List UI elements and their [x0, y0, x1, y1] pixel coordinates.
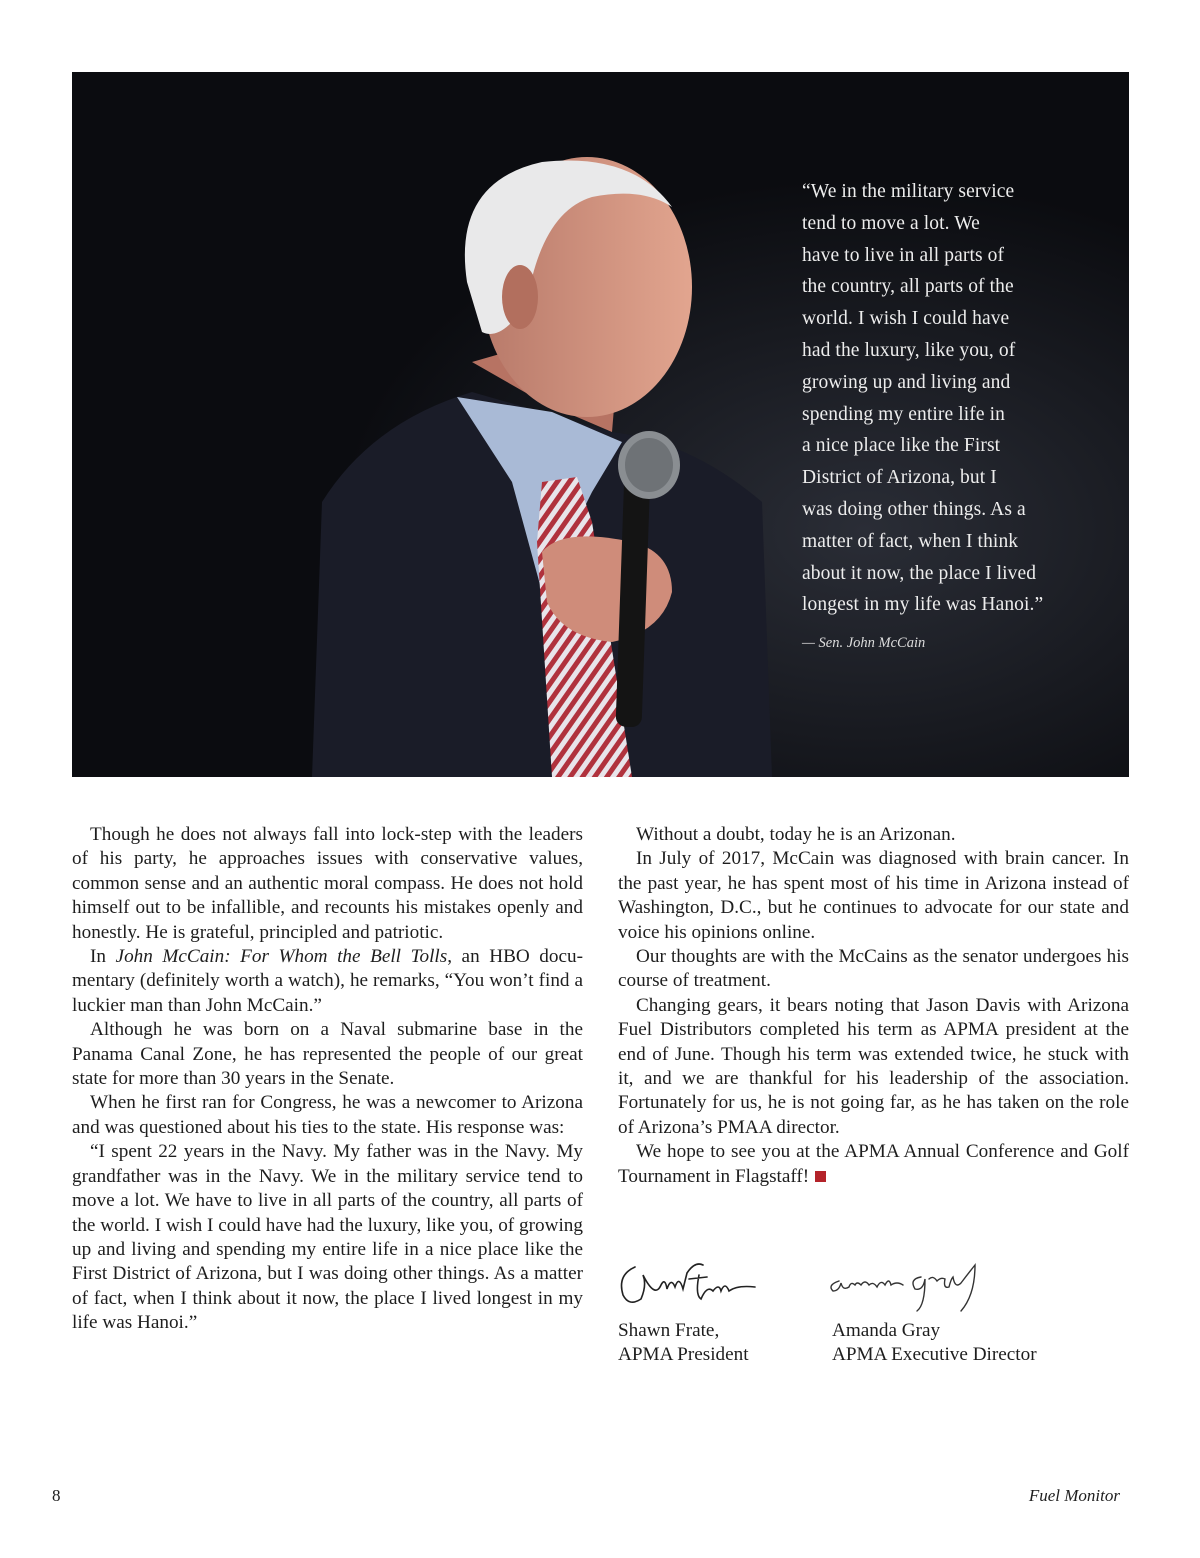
quote-line: about it now, the place I lived [802, 562, 1037, 584]
quote-line: was doing other things. As a [802, 498, 1026, 520]
signer-name: Shawn Frate, [618, 1320, 720, 1341]
quote-line: longest in my life was Hanoi.” [802, 594, 1044, 616]
quote-line: world. I wish I could have [802, 308, 1010, 330]
paragraph [618, 1140, 1129, 1189]
paragraph [72, 945, 583, 1018]
paragraph: When he first ran for Congress, he was a newcomer to Arizona and was questioned about his ties to the state. His response was: [72, 1092, 583, 1138]
signer-block [618, 1319, 749, 1368]
paragraph-text: , an HBO documentary (definitely worth a watch), he remarks, “You won’t find a luckier man than John McCain.” [72, 946, 583, 1016]
paragraph: Without a doubt, today he is an Arizonan. [636, 824, 956, 845]
paragraph: Our thoughts are with the McCains as the senator undergoes his course of treatment. [618, 946, 1129, 992]
quote-line: have to live in all parts of [802, 244, 1005, 266]
quote-line: a nice place like the First [802, 435, 1001, 457]
page-number: 8 [52, 1486, 61, 1505]
signer-block [832, 1319, 1037, 1368]
right-column [618, 823, 1129, 1189]
documentary-title: John McCain: For Whom the Bell Tolls [115, 946, 448, 968]
quote-line: District of Arizona, but I [802, 467, 997, 489]
paragraph: Although he was born on a Naval submarine base in the Panama Canal Zone, he has represented the people of our great state for more than 30 years in the Senate. [72, 1019, 583, 1090]
signer-name: Amanda Gray [832, 1320, 941, 1341]
pull-quote [802, 176, 1092, 621]
quote-line: “We in the military service [802, 181, 1015, 202]
handwritten-signature-icon [825, 1255, 995, 1315]
paragraph: Though he does not always fall into lock-step with the leaders of his party, he approaches issues with conservative values, common sense and an authentic moral compass. He does not hold himself out to be infallible, and recounts his mistakes openly and honestly. He is grateful, principled and patriotic. [72, 824, 583, 943]
paragraph-text: We hope to see you at the APMA Annual Conference and Golf Tournament in Flagstaff! [618, 1141, 1129, 1187]
paragraph-text: In [90, 946, 116, 968]
quote-line: had the luxury, like you, of [802, 339, 1016, 361]
signature-shawn-frate [615, 1255, 765, 1315]
paragraph: Changing gears, it bears noting that Jason Davis with Arizona Fuel Distributors completed his term as APMA president at the end of June. Though his term was extended twice, he stuck with it, and we are thankful for his leadership of the association. Fortunately for us, he is not going far, as he has taken on the role of Arizona’s PMAA director. [618, 994, 1129, 1138]
quote-attribution: — Sen. John McCain [802, 635, 926, 651]
publication-name: Fuel Monitor [1028, 1486, 1120, 1505]
end-mark-icon [815, 1171, 826, 1182]
signature-amanda-gray [825, 1255, 995, 1315]
left-column [72, 823, 583, 1336]
signer-title: APMA Executive Director [832, 1344, 1037, 1366]
handwritten-signature-icon [615, 1255, 765, 1315]
quote-line: growing up and living and [802, 371, 1011, 393]
paragraph: “I spent 22 years in the Navy. My father was in the Navy. My grandfather was in the Navy. We in the military service tend to move a lot. We have to live in all parts of the country, all parts of the world. I wish I could have had the luxury, like you, of growing up and living and spending my entire life in a nice place like the First District of Arizona, but I was doing other things. As a matter of fact, when I think about it now, the place I lived longest in my life was Hanoi.” [72, 1141, 583, 1334]
quote-line: matter of fact, when I think [802, 530, 1019, 552]
signer-title: APMA President [618, 1344, 749, 1366]
quote-line: the country, all parts of the [802, 276, 1014, 298]
feature-photo [72, 72, 1129, 777]
paragraph: In July of 2017, McCain was diagnosed with brain cancer. In the past year, he has spent most of his time in Arizona instead of Washington, D.C., but he continues to advocate for our state and voice his opinions online. [618, 848, 1129, 943]
quote-line: spending my entire life in [802, 403, 1005, 425]
quote-line: tend to move a lot. We [802, 212, 980, 234]
